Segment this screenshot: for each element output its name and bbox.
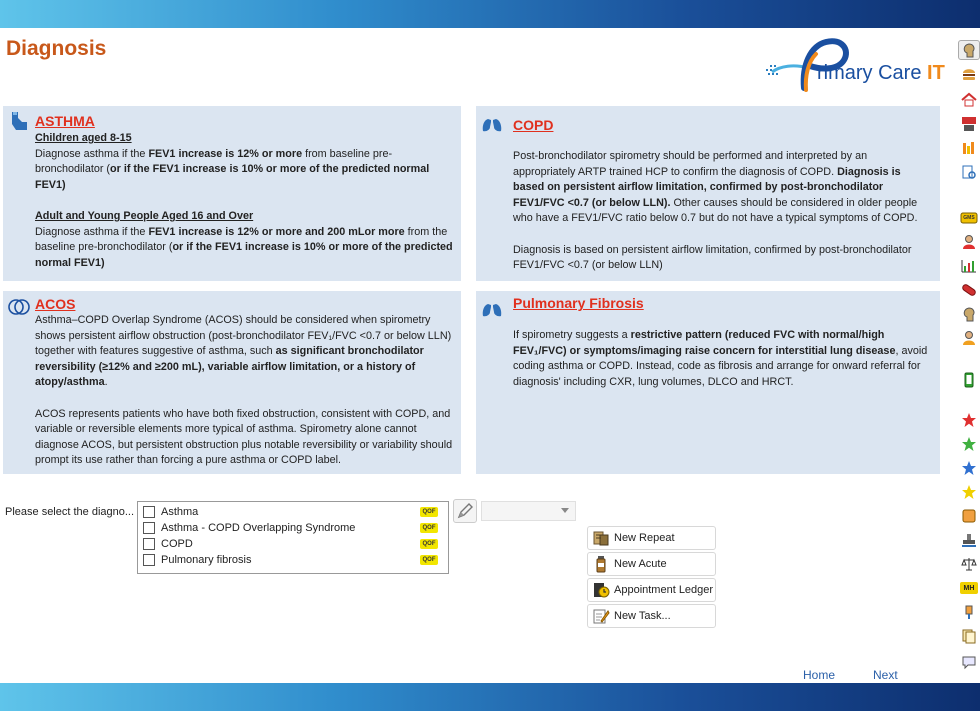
- medicine-bottle-icon: [592, 555, 610, 573]
- toolbar-mental-health-button[interactable]: MH: [958, 578, 980, 598]
- diagnosis-option-copd[interactable]: COPD QOF: [138, 536, 448, 552]
- asthma-children-subheading: Children aged 8-15: [35, 132, 132, 144]
- lungs-icon: [480, 295, 504, 319]
- yellow-star-icon: [961, 484, 977, 500]
- stamp-icon: [961, 532, 977, 548]
- blood-pressure-icon: [961, 116, 977, 132]
- note-icon: [961, 508, 977, 524]
- inhaler-icon: [7, 110, 31, 134]
- toolbar-burger-button[interactable]: [958, 64, 980, 84]
- toolbar-growth-chart-button[interactable]: [958, 256, 980, 276]
- syringe-icon: [961, 604, 977, 620]
- acos-heading: ACOS: [35, 296, 76, 312]
- checkbox[interactable]: [143, 506, 155, 518]
- new-acute-button[interactable]: New Acute: [587, 552, 716, 576]
- toolbar-doctor-button[interactable]: [958, 328, 980, 348]
- documents-icon: [961, 628, 977, 644]
- toolbar-home-button[interactable]: [958, 90, 980, 110]
- diagnosis-select-label: Please select the diagno...: [5, 506, 135, 518]
- document-search-icon: [961, 164, 977, 180]
- diagnosis-option-acos[interactable]: Asthma - COPD Overlapping Syndrome QOF: [138, 520, 448, 536]
- toolbar-blue-star-button[interactable]: [958, 458, 980, 478]
- task-pencil-icon: [592, 607, 610, 625]
- blue-star-icon: [961, 460, 977, 476]
- diagnosis-option-pulmonary-fibrosis[interactable]: Pulmonary fibrosis QOF: [138, 552, 448, 568]
- acos-text-1: Asthma–COPD Overlap Syndrome (ACOS) should be considered when spirometry shows persistent airflow obstruction (post-bronchodilator FEV₁/FVC <0.7 or below LLN) together with features suggestive of asthma, such as significant bronchodilator reversibility (≥12% and ≥200 mL), variable airflow limitation, or a history of atopy/asthma.: [35, 314, 452, 388]
- qof-badge: QOF: [420, 523, 438, 533]
- acos-text: [35, 313, 453, 469]
- house-icon: [961, 92, 977, 108]
- copd-heading: COPD: [513, 117, 554, 133]
- toolbar-head-profile-button[interactable]: [958, 40, 980, 60]
- pulmonary-fibrosis-text: [513, 328, 931, 390]
- toolbar-record-button[interactable]: [958, 162, 980, 182]
- qof-badge: QOF: [420, 539, 438, 549]
- chevron-down-icon: [561, 508, 569, 513]
- toolbar-note-button[interactable]: [958, 506, 980, 526]
- bar-chart-icon: [961, 140, 977, 156]
- toolbar-person-button[interactable]: [958, 232, 980, 252]
- toolbar-scales-button[interactable]: [958, 554, 980, 574]
- bottom-banner: [0, 683, 980, 711]
- copd-panel: [476, 106, 940, 281]
- toolbar-bp-button[interactable]: [958, 114, 980, 134]
- asthma-children-text: Diagnose asthma if the FEV1 increase is 12% or more from baseline pre-bronchodilator (or if the FEV1 increase is 10% or more of the predicted normal FEV1): [35, 147, 430, 191]
- toolbar-chart-button[interactable]: [958, 138, 980, 158]
- toolbar-green-star-button[interactable]: [958, 434, 980, 454]
- green-star-icon: [961, 436, 977, 452]
- head-icon: [961, 306, 977, 322]
- side-toolbar: [958, 40, 980, 676]
- asthma-adult-subheading: Adult and Young People Aged 16 and Over: [35, 210, 254, 222]
- checkbox[interactable]: [143, 522, 155, 534]
- burger-icon: [961, 66, 977, 82]
- appointment-ledger-button[interactable]: Appointment Ledger: [587, 578, 716, 602]
- checkbox[interactable]: [143, 538, 155, 550]
- copd-text-2: Diagnosis is based on persistent airflow limitation, confirmed by post-bronchodilator FEV1/FVC <0.7 (or below LLN): [513, 243, 912, 271]
- toolbar-injection-button[interactable]: [958, 602, 980, 622]
- diagnosis-checklist: [137, 501, 449, 574]
- checkbox[interactable]: [143, 554, 155, 566]
- pulmonary-fibrosis-panel: [476, 291, 940, 474]
- copd-text: [513, 149, 931, 274]
- asthma-heading: ASTHMA: [35, 113, 95, 129]
- asthma-text: [35, 131, 453, 271]
- pill-icon: [961, 282, 977, 298]
- pulmonary-fibrosis-text-1: If spirometry suggests a restrictive pattern (reduced FVC with normal/high FEV₁/FVC) or symptoms/imaging raise concern for interstitial lung disease, avoid coding asthma or COPD. Instead, code as fibrosis and arrange for onward referral for diagnosis' including CXR, lung volumes, DLCO and HRCT.: [513, 329, 928, 388]
- qof-badge: QOF: [420, 507, 438, 517]
- page-title: Diagnosis: [6, 37, 107, 60]
- lungs-icon: [480, 110, 504, 134]
- toolbar-messages-button[interactable]: [958, 652, 980, 672]
- red-star-icon: [961, 412, 977, 428]
- head-profile-icon: [961, 42, 977, 58]
- top-banner: [0, 0, 980, 28]
- line-chart-icon: [961, 258, 977, 274]
- toolbar-head-button[interactable]: [958, 304, 980, 324]
- toolbar-yellow-star-button[interactable]: [958, 482, 980, 502]
- acos-text-2: ACOS represents patients who have both fixed obstruction, consistent with COPD, and variable or reversible elements more typical of asthma. Spirometry alone cannot diagnose ACOS, but persistent obstruction plus notable reversibility or variability should prompt its use rather than forcing a pure asthma or COPD label.: [35, 407, 453, 466]
- edit-button[interactable]: [453, 499, 477, 523]
- person-icon: [961, 234, 977, 250]
- toolbar-documents-button[interactable]: [958, 626, 980, 646]
- doctor-icon: [961, 330, 977, 346]
- next-link[interactable]: Next: [873, 668, 898, 682]
- pencil-icon: [454, 500, 476, 522]
- asthma-adult-text: Diagnose asthma if the FEV1 increase is 12% or more and 200 mLor more from the baseline pre-bronchodilator (or if the FEV1 increase is 10% or more of the predicted normal FEV1): [35, 225, 453, 269]
- toolbar-medication-button[interactable]: [958, 280, 980, 300]
- toolbar-red-star-button[interactable]: [958, 410, 980, 430]
- overlap-circles-icon: [7, 295, 31, 319]
- new-repeat-button[interactable]: New Repeat: [587, 526, 716, 550]
- toolbar-mobile-button[interactable]: [958, 370, 980, 390]
- logo-text: rimary Care IT: [817, 62, 945, 84]
- toolbar-gms-button[interactable]: GMS: [958, 208, 980, 228]
- primary-care-it-logo: [764, 36, 944, 96]
- pulmonary-fibrosis-heading: Pulmonary Fibrosis: [513, 295, 644, 311]
- diagnosis-option-asthma[interactable]: Asthma QOF: [138, 504, 448, 520]
- speech-bubble-icon: [961, 654, 977, 670]
- repeat-prescription-icon: [592, 529, 610, 547]
- mobile-phone-icon: [961, 372, 977, 388]
- home-link[interactable]: Home: [803, 668, 836, 682]
- asthma-panel: [3, 106, 461, 281]
- scales-icon: [961, 556, 977, 572]
- toolbar-stamp-button[interactable]: [958, 530, 980, 550]
- qof-badge: QOF: [420, 555, 438, 565]
- diagnosis-dropdown[interactable]: [481, 501, 576, 521]
- acos-panel: [3, 291, 461, 474]
- new-task-button[interactable]: New Task...: [587, 604, 716, 628]
- copd-text-1: Post-bronchodilator spirometry should be performed and interpreted by an appropriately ARTP trained HCP to confirm the diagnosis of COPD. Diagnosis is based on persistent airflow limitation, confirmed by post-bronchodilator FEV1/FVC <0.7 (or below LLN). Other causes should be considered in older people who have a FEV1/FVC ratio below 0.7 but do not have a typical symptoms of COPD.: [513, 150, 918, 224]
- ledger-clock-icon: [592, 581, 610, 599]
